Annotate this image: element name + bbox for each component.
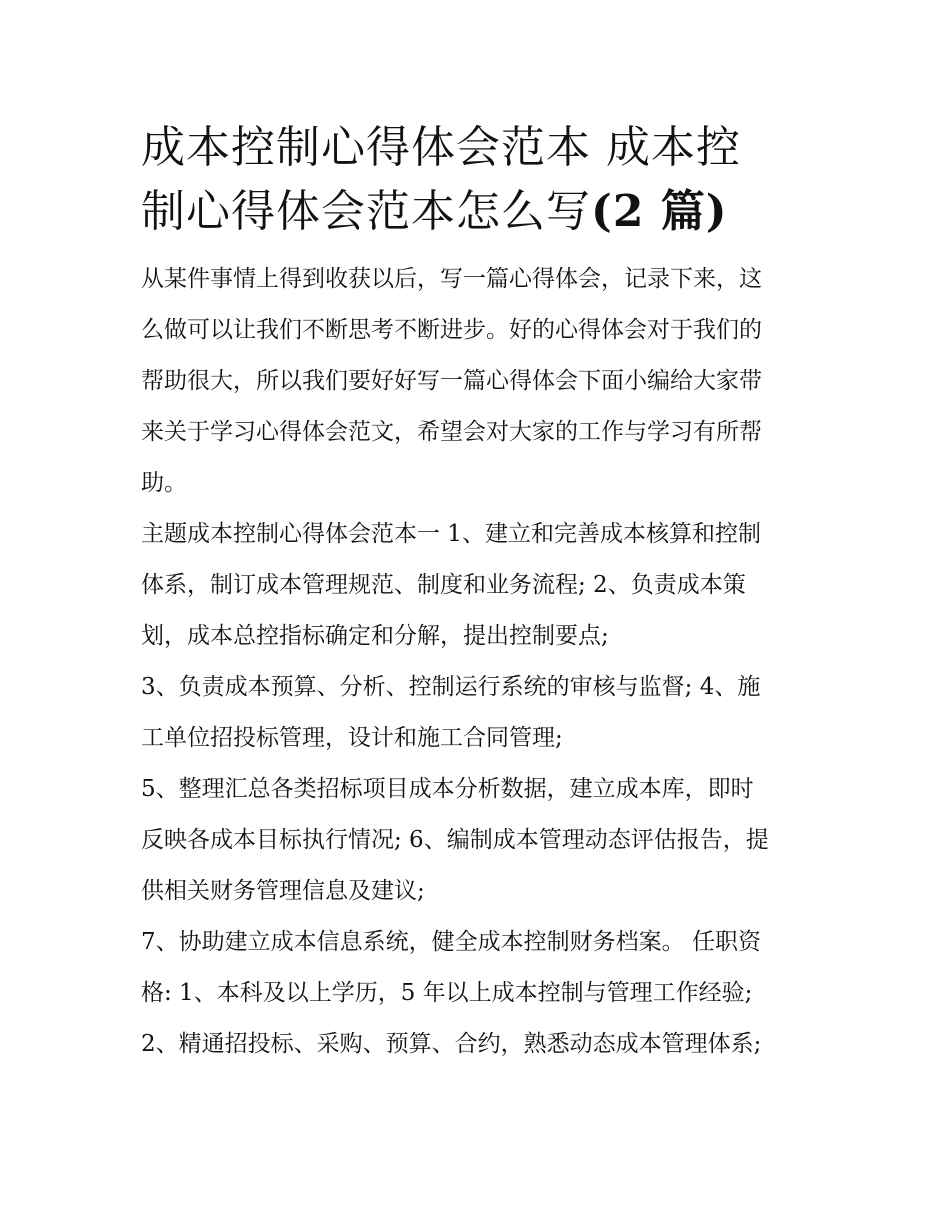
paragraph-line: 2、精通招投标、采购、预算、合约，熟悉动态成本管理体系; — [141, 1031, 762, 1057]
paragraph-intro — [141, 254, 817, 509]
paragraph-line: 么做可以让我们不断思考不断进步。好的心得体会对于我们的 — [141, 317, 762, 343]
document-content — [141, 118, 817, 1070]
paragraph-line: 助。 — [141, 470, 187, 496]
document-body — [141, 254, 817, 1070]
paragraph-line: 7、协助建立成本信息系统，健全成本控制财务档案。 任职资 — [141, 929, 761, 955]
title-line-2 — [141, 182, 817, 242]
paragraph-line: 工单位招投标管理，设计和施工合同管理; — [141, 725, 563, 751]
paragraph-qualifications-2 — [141, 1019, 817, 1070]
paragraph-line: 从某件事情上得到收获以后，写一篇心得体会，记录下来，这 — [141, 266, 762, 292]
paragraph-line: 体系，制订成本管理规范、制度和业务流程; 2、负责成本策 — [141, 572, 746, 598]
paragraph-duties-1 — [141, 509, 817, 662]
paragraph-line: 划，成本总控指标确定和分解，提出控制要点; — [141, 623, 609, 649]
paragraph-duties-3 — [141, 662, 817, 764]
document-title — [141, 118, 817, 242]
paragraph-line: 来关于学习心得体会范文，希望会对大家的工作与学习有所帮 — [141, 419, 762, 445]
paragraph-line: 5、整理汇总各类招标项目成本分析数据，建立成本库，即时 — [141, 776, 754, 802]
paragraph-line: 格: 1、本科及以上学历，5 年以上成本控制与管理工作经验; — [141, 980, 753, 1006]
title-line-2-text: 制心得体会范本怎么写 — [141, 186, 591, 237]
title-line-1: 成本控制心得体会范本 成本控 — [141, 122, 741, 173]
paragraph-line: 帮助很大，所以我们要好好写一篇心得体会下面小编给大家带 — [141, 368, 762, 394]
paragraph-line: 供相关财务管理信息及建议; — [141, 878, 425, 904]
paragraph-line: 3、负责成本预算、分析、控制运行系统的审核与监督; 4、施 — [141, 674, 761, 700]
paragraph-line: 主题成本控制心得体会范本一 1、建立和完善成本核算和控制 — [141, 521, 761, 547]
paragraph-duties-7 — [141, 917, 817, 1019]
title-count-label: (2 篇) — [591, 186, 728, 237]
paragraph-duties-5 — [141, 764, 817, 917]
paragraph-line: 反映各成本目标执行情况; 6、编制成本管理动态评估报告，提 — [141, 827, 769, 853]
